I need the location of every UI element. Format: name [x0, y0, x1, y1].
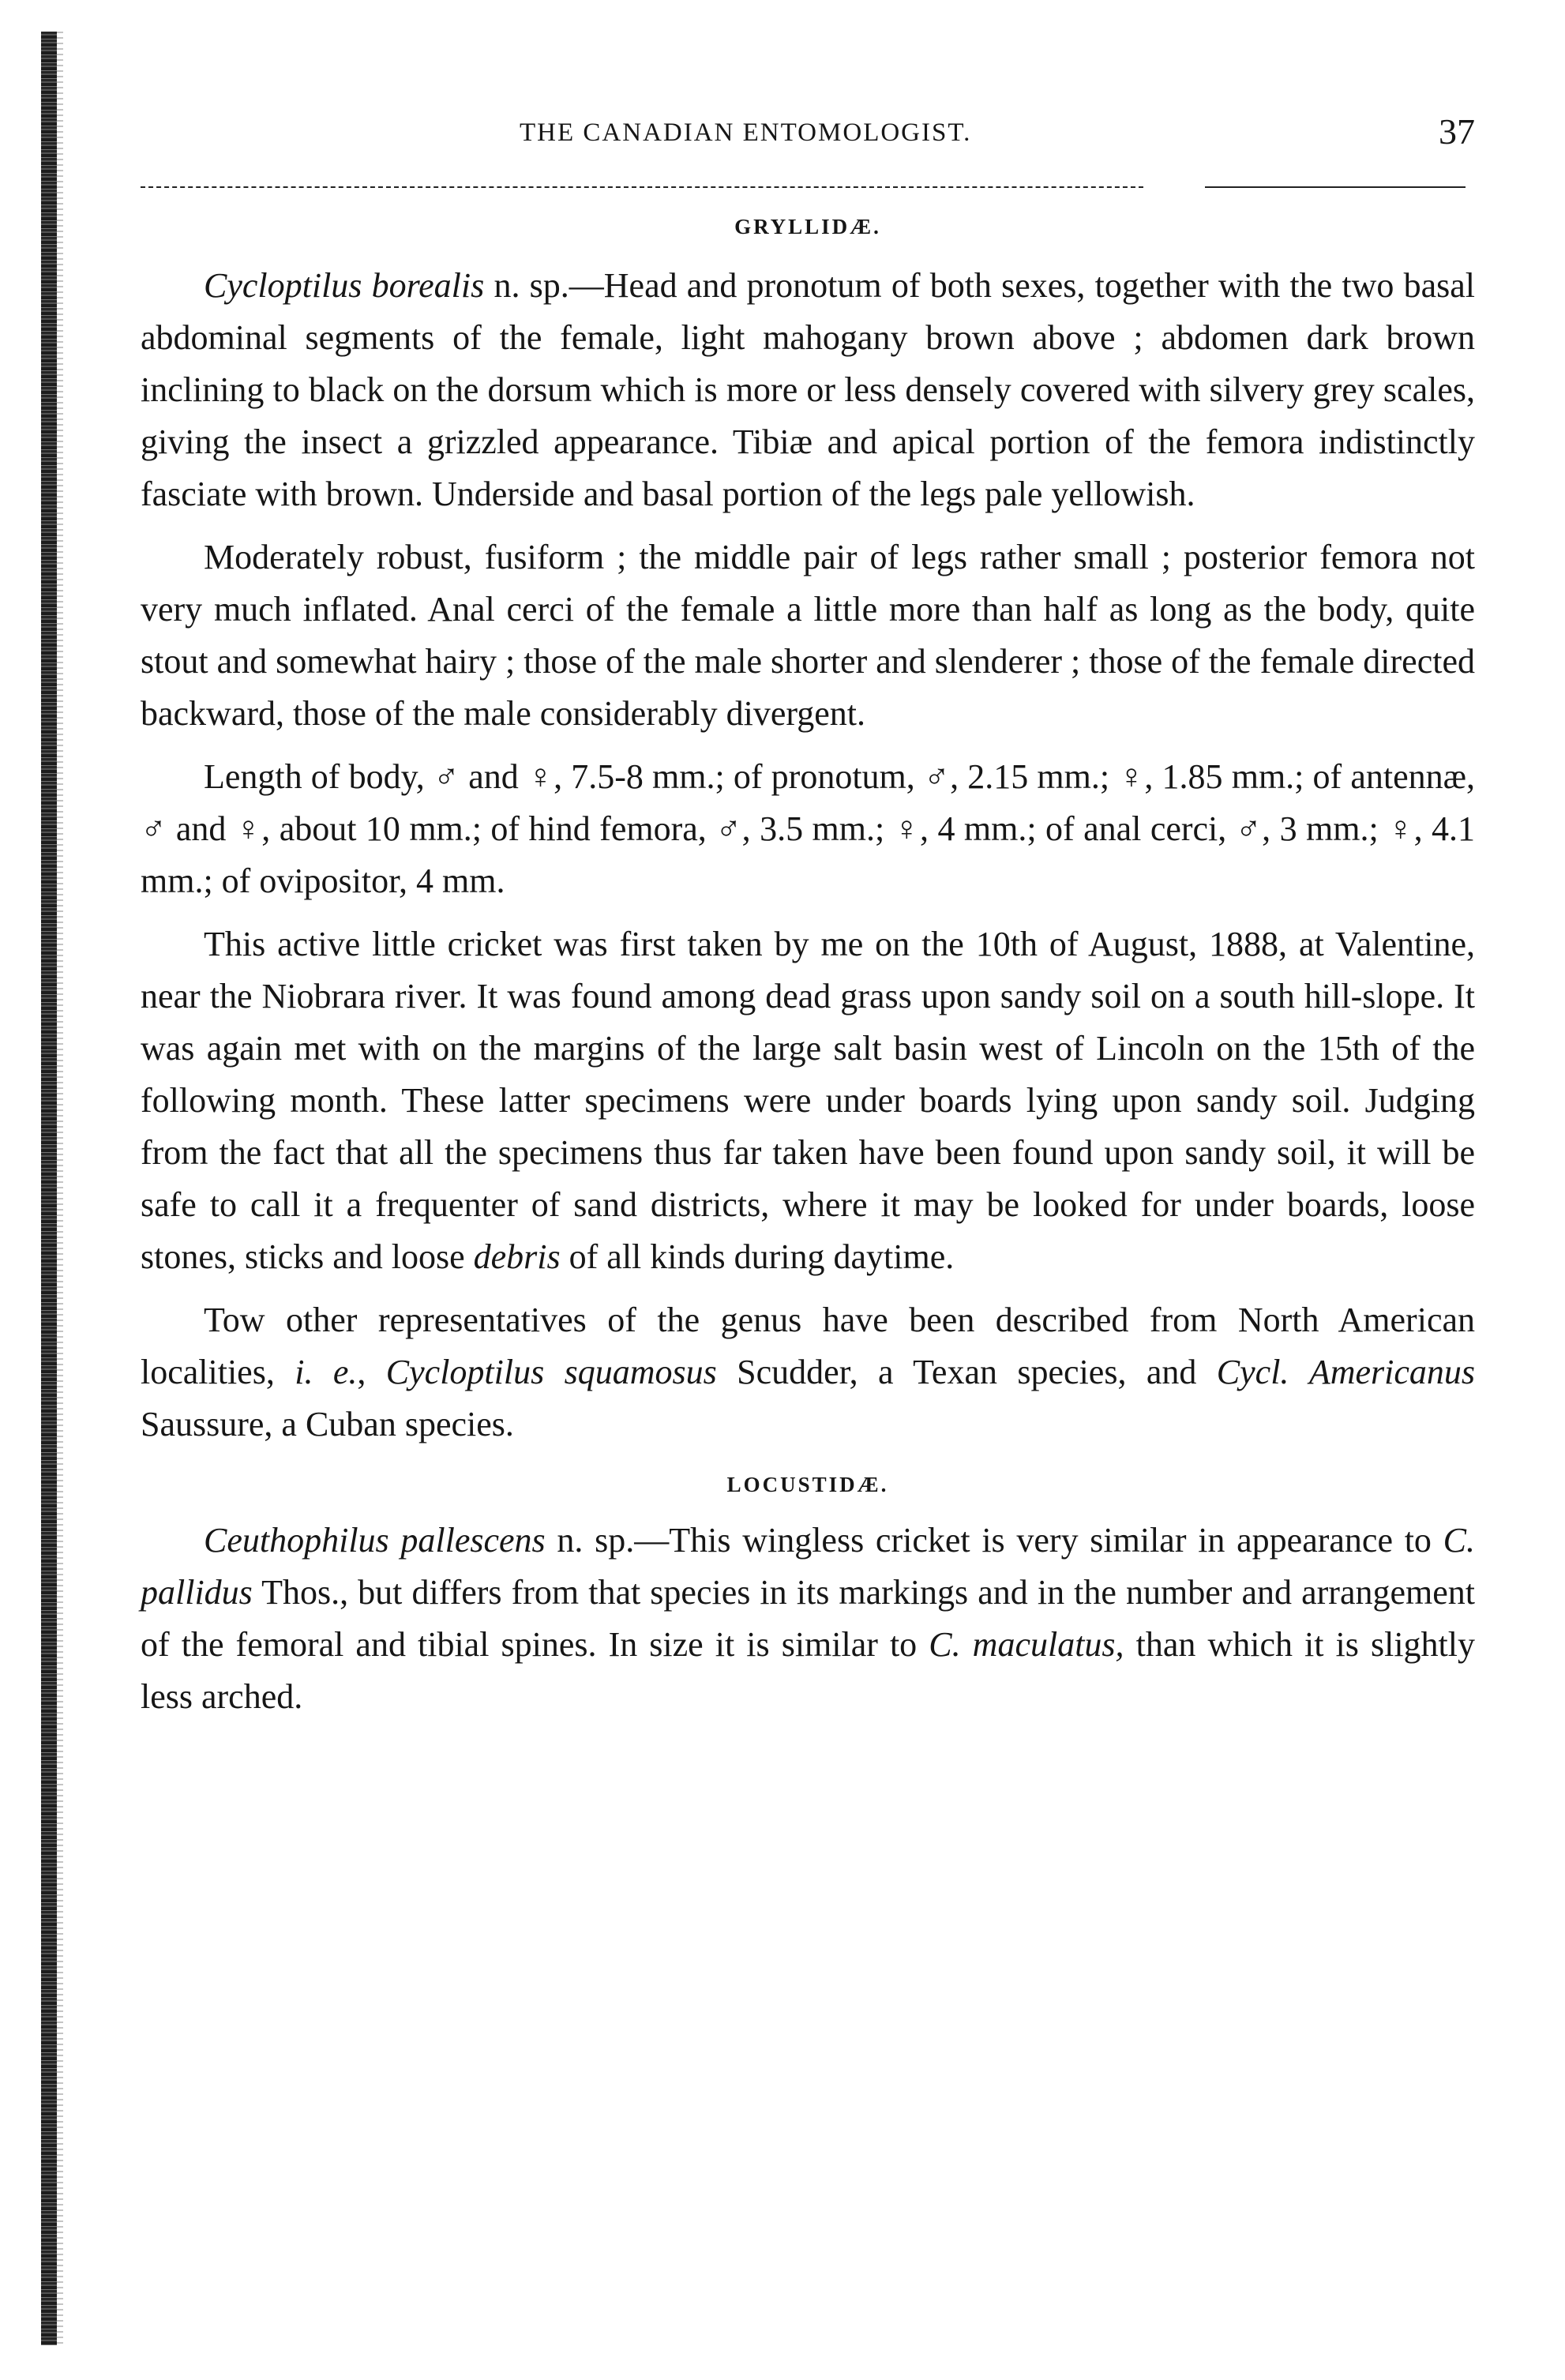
header-rule-segment [1205, 186, 1466, 188]
abbreviation-ie: i. e. [295, 1353, 358, 1391]
paragraph-habitat [141, 918, 1475, 1283]
section-heading-gryllidae: GRYLLIDÆ. [734, 215, 881, 238]
journal-title: THE CANADIAN ENTOMOLOGIST. [520, 118, 972, 147]
paragraph-text [1289, 1353, 1308, 1391]
header-rule-segment [141, 186, 1143, 188]
book-page [141, 103, 1475, 1723]
paragraph-text: Scudder, a Texan species, and [716, 1353, 1217, 1391]
paragraph-text: This active little cricket was first taken by me on the 10th of August, 1888, at Valentine, near the Niobrara river. It was found among dead grass upon sandy soil on a south hill-slope. It was again met with on the margins of the large salt basin west of Lincoln on the 15th of the following month. These latter specimens were under boards lying upon sandy soil. Judging from the fact that all the specimens thus far taken have been found upon sandy soil, it will be safe to call it a frequenter of sand districts, where it may be looked for under boards, loose stones, sticks and loose [141, 925, 1475, 1276]
page-number: 37 [1439, 111, 1475, 152]
species-name: Cycloptilus squamosus [385, 1353, 717, 1391]
paragraph-cycloptilus-description [141, 260, 1475, 520]
species-name: Ceuthophilus pallescens [204, 1521, 546, 1560]
paragraph-text-after: of all kinds during daytime. [560, 1237, 955, 1276]
species-name: Cycloptilus borealis [204, 266, 485, 305]
paragraph-text: Saussure, a Cuban species. [141, 1405, 514, 1443]
running-head [141, 103, 1475, 158]
paragraph-morphology [141, 531, 1475, 740]
paragraph-ceuthophilus-description [141, 1515, 1475, 1723]
species-genus-abbr: Cycl. [1216, 1353, 1289, 1391]
paragraph-text: Thos., but differs from that species in its markings and in the number and arrangement of the femoral and tibial spines. In size it is similar to [141, 1573, 1475, 1664]
page-binding-edge [41, 32, 57, 2345]
paragraph-text: Moderately robust, fusiform ; the middle pair of legs rather small ; posterior femora not very much inflated. Anal cerci of the female a little more than half as long as the body, quite stout and somewhat hairy ; those of the male shorter and slenderer ; those of the female directed backward, those of the male considerably divergent. [141, 538, 1475, 733]
species-reference: C. maculatus, [929, 1625, 1124, 1664]
paragraph-text: n. sp.—Head and pronotum of both sexes, together with the two basal abdominal segments of the female, light mahogany brown above ; abdomen dark brown inclining to black on the dorsum which is more or less densely covered with silvery grey scales, giving the insect a grizzled appearance. Tibiæ and apical portion of the femora indistinctly fasciate with brown. Underside and basal portion of the legs pale yellowish. [141, 266, 1475, 513]
paragraph-text: Tow other representatives of the genus have been described from North American localities, [141, 1301, 1475, 1391]
paragraph-text: n. sp.—This wingless cricket is very similar in appearance to [545, 1521, 1443, 1560]
paragraph-text: than which it is slightly less arched. [141, 1625, 1475, 1716]
italic-word: debris [473, 1237, 561, 1276]
species-name: Americanus [1308, 1353, 1476, 1391]
header-rule [141, 175, 1475, 199]
paragraph-other-species [141, 1294, 1475, 1451]
paragraph-text: , [357, 1353, 386, 1391]
species-reference: C. pallidus [141, 1521, 1475, 1612]
paragraph-text: Length of body, ♂ and ♀, 7.5-8 mm.; of pronotum, ♂, 2.15 mm.; ♀, 1.85 mm.; of antennæ, ♂ and ♀, about 10 mm.; of hind femora, ♂, 3.5 mm.; ♀, 4 mm.; of anal cerci, ♂, 3 mm.; ♀, 4.1 mm.; of ovipositor, 4 mm. [141, 757, 1475, 900]
paragraph-measurements [141, 751, 1475, 907]
section-heading-locustidae: LOCUSTIDÆ. [726, 1473, 889, 1496]
